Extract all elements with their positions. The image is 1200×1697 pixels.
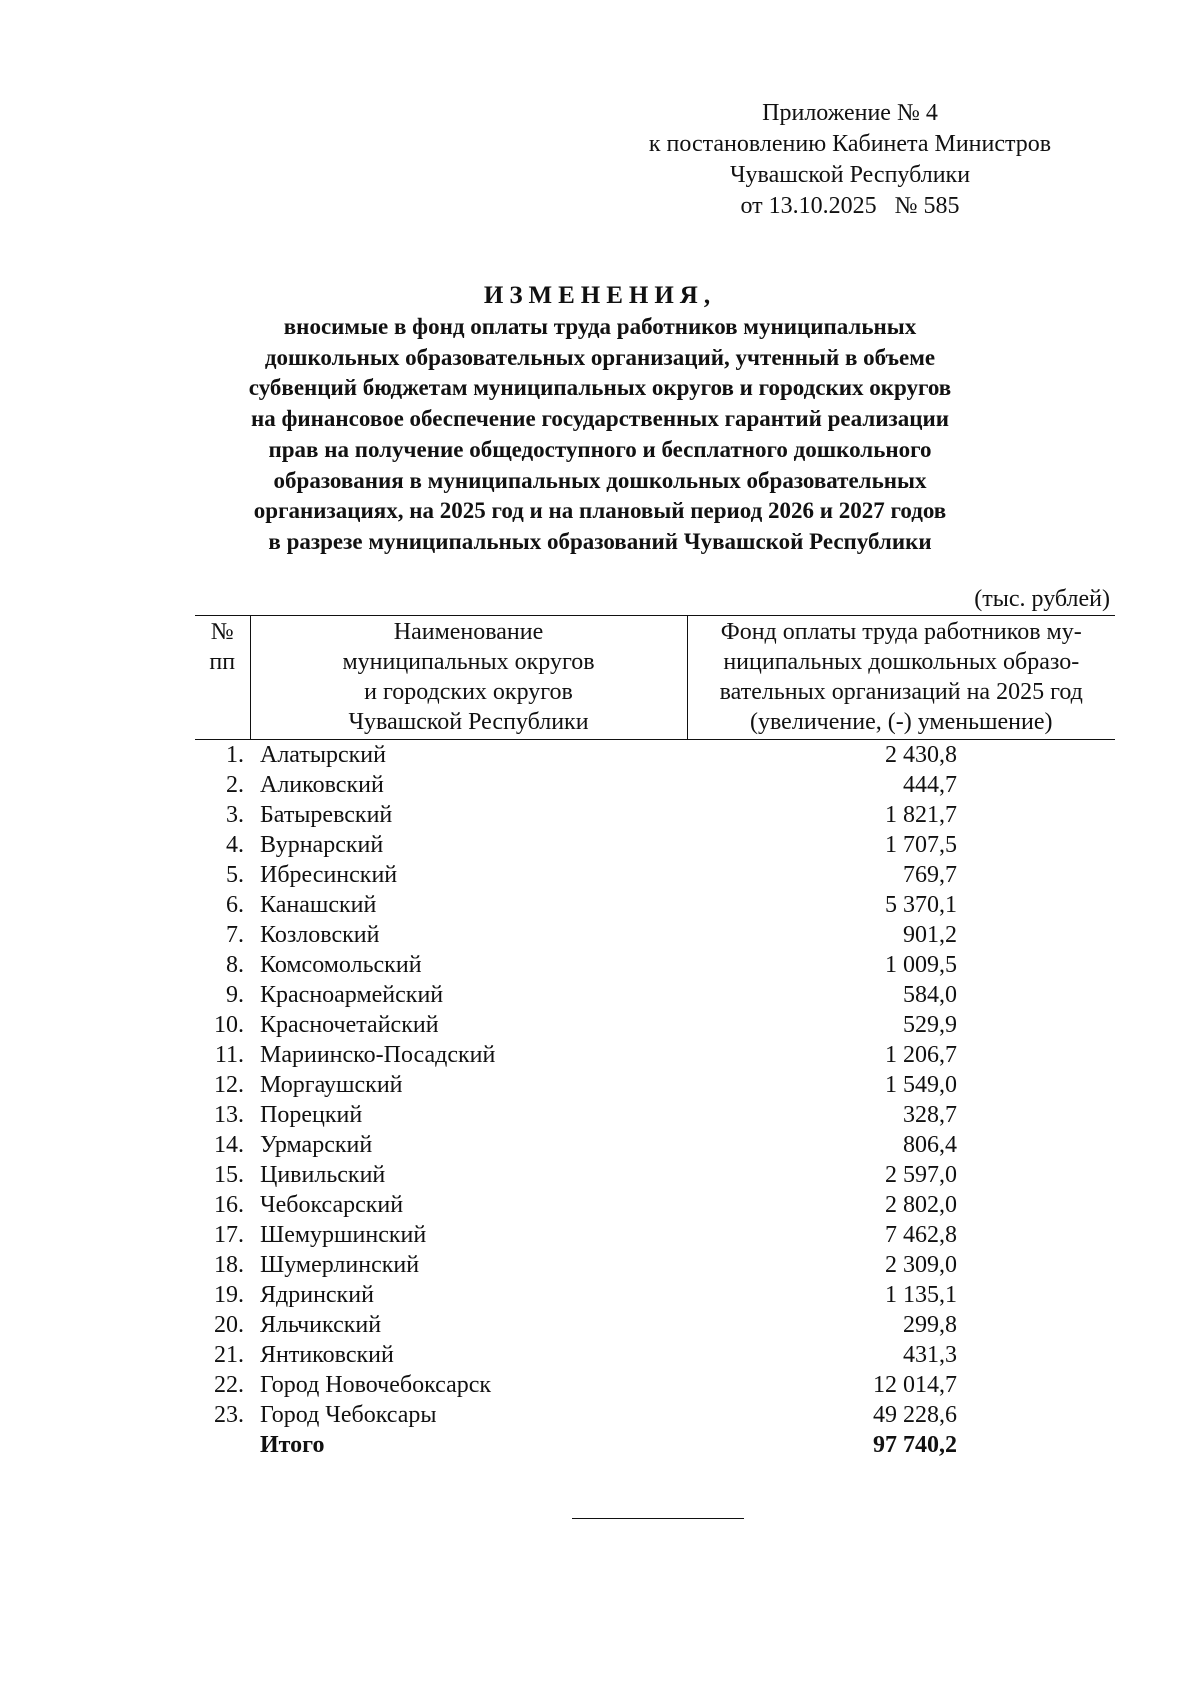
table-row <box>195 1220 1115 1250</box>
subtitle-line: прав на получение общедоступного и бесплатного дошкольного <box>268 436 932 462</box>
row-name: Канашский <box>260 892 377 918</box>
row-name: Шумерлинский <box>260 1252 420 1278</box>
row-name: Город Чебоксары <box>260 1402 437 1428</box>
row-number: 16. <box>214 1192 244 1218</box>
row-name: Красночетайский <box>260 1012 439 1038</box>
document-title: ИЗМЕНЕНИЯ, <box>483 282 717 309</box>
total-value: 97 740,2 <box>873 1432 957 1458</box>
header-line: (увеличение, (-) уменьшение) <box>750 709 1053 735</box>
row-value: 901,2 <box>903 922 957 948</box>
table-row <box>195 1130 1115 1160</box>
table-row <box>195 800 1115 830</box>
header-line: пп <box>209 649 236 675</box>
row-name: Красноармейский <box>260 982 444 1008</box>
row-value: 5 370,1 <box>885 892 957 918</box>
subtitle-line: организациях, на 2025 год и на плановый период 2026 и 2027 годов <box>253 498 947 524</box>
row-value: 2 309,0 <box>885 1252 957 1278</box>
row-name: Аликовский <box>260 772 384 798</box>
row-number: 13. <box>214 1102 244 1128</box>
row-number: 18. <box>214 1252 244 1278</box>
subtitle-line: вносимые в фонд оплаты труда работников муниципальных <box>283 314 917 339</box>
row-name: Ядринский <box>260 1282 374 1308</box>
row-value: 2 597,0 <box>885 1162 957 1188</box>
table-row <box>195 1250 1115 1280</box>
row-value: 7 462,8 <box>885 1222 957 1248</box>
row-value: 1 549,0 <box>885 1072 957 1098</box>
table-row <box>195 1280 1115 1310</box>
row-name: Шемуршинский <box>260 1222 427 1248</box>
header-fund <box>687 616 1115 740</box>
row-name: Алатырский <box>260 742 386 768</box>
row-name: Ибресинский <box>260 862 398 888</box>
row-number: 1. <box>226 742 244 768</box>
table-row <box>195 830 1115 860</box>
row-name: Чебоксарский <box>260 1192 404 1218</box>
row-value: 769,7 <box>903 862 957 888</box>
subtitle-line: субвенций бюджетам муниципальных округов и городских округов <box>248 375 952 401</box>
row-name: Комсомольский <box>260 952 422 978</box>
table-body <box>195 740 1115 1461</box>
table-row <box>195 980 1115 1010</box>
table-row <box>195 1010 1115 1040</box>
row-number: 3. <box>226 802 244 828</box>
row-number: 4. <box>226 832 244 858</box>
row-number: 15. <box>214 1162 244 1188</box>
decree-number: № 585 <box>894 193 960 219</box>
table-row <box>195 1160 1115 1190</box>
row-name: Вурнарский <box>260 832 384 858</box>
table-row <box>195 860 1115 890</box>
row-value: 529,9 <box>903 1012 957 1038</box>
row-value: 1 009,5 <box>885 952 957 978</box>
header-line: муниципальных округов <box>342 649 595 675</box>
row-number: 2. <box>226 772 244 798</box>
table-row <box>195 1310 1115 1340</box>
header-line: Фонд оплаты труда работников му- <box>720 619 1082 645</box>
header-number <box>195 616 250 740</box>
row-value: 299,8 <box>903 1312 957 1338</box>
row-value: 806,4 <box>903 1132 957 1158</box>
table-row <box>195 950 1115 980</box>
table-row <box>195 1190 1115 1220</box>
header-line: Наименование <box>393 619 544 645</box>
row-number: 5. <box>226 862 244 888</box>
table-row <box>195 1400 1115 1430</box>
row-value: 328,7 <box>903 1102 957 1128</box>
header-name <box>250 616 687 740</box>
header-line: вательных организаций на 2025 год <box>719 679 1083 705</box>
row-number: 17. <box>214 1222 244 1248</box>
table-row <box>195 740 1115 771</box>
row-name: Козловский <box>260 922 380 948</box>
table-row <box>195 890 1115 920</box>
row-name: Яльчикский <box>260 1312 382 1338</box>
funds-table <box>195 615 1115 1460</box>
appendix-line: к постановлению Кабинета Министров <box>648 131 1052 157</box>
row-number: 7. <box>226 922 244 948</box>
row-number: 21. <box>214 1342 244 1368</box>
row-number: 20. <box>214 1312 244 1338</box>
subtitle-line: в разрезе муниципальных образований Чувашской Республики <box>268 528 932 554</box>
row-value: 12 014,7 <box>873 1372 957 1398</box>
row-value: 584,0 <box>903 982 957 1008</box>
appendix-line: Чувашской Республики <box>729 162 971 188</box>
row-name: Цивильский <box>260 1162 386 1188</box>
row-value: 2 802,0 <box>885 1192 957 1218</box>
document-subtitle <box>160 312 1040 558</box>
appendix-date-line <box>600 191 1100 222</box>
row-number: 23. <box>214 1402 244 1428</box>
row-name: Мариинско-Посадский <box>260 1042 496 1068</box>
row-number: 14. <box>214 1132 244 1158</box>
header-line: № <box>210 619 234 645</box>
row-name: Порецкий <box>260 1102 363 1128</box>
row-number: 19. <box>214 1282 244 1308</box>
units-label: (тыс. рублей) <box>974 586 1110 612</box>
table-row <box>195 920 1115 950</box>
row-value: 1 135,1 <box>885 1282 957 1308</box>
table-row <box>195 1370 1115 1400</box>
row-name: Батыревский <box>260 802 393 828</box>
row-name: Город Новочебоксарск <box>260 1372 492 1398</box>
appendix-line: Приложение № 4 <box>762 100 938 126</box>
row-number: 11. <box>214 1042 244 1068</box>
row-value: 444,7 <box>903 772 957 798</box>
total-row <box>195 1430 1115 1460</box>
table-row <box>195 1100 1115 1130</box>
table-row <box>195 1070 1115 1100</box>
row-value: 1 707,5 <box>885 832 957 858</box>
row-name: Урмарский <box>260 1132 373 1158</box>
subtitle-line: на финансовое обеспечение государственных гарантий реализации <box>251 406 949 432</box>
row-number: 10. <box>214 1012 244 1038</box>
row-value: 1 206,7 <box>885 1042 957 1068</box>
row-value: 2 430,8 <box>885 742 957 768</box>
row-value: 1 821,7 <box>885 802 957 828</box>
appendix-reference <box>600 98 1100 222</box>
row-number: 12. <box>214 1072 244 1098</box>
decree-date: от 13.10.2025 <box>740 193 877 219</box>
table-row <box>195 770 1115 800</box>
row-number: 22. <box>214 1372 244 1398</box>
header-line: Чувашской Республики <box>348 709 589 735</box>
row-value: 49 228,6 <box>873 1402 957 1428</box>
subtitle-line: образования в муниципальных дошкольных образовательных <box>273 467 927 493</box>
total-number <box>195 1430 250 1460</box>
table-row <box>195 1340 1115 1370</box>
row-name: Моргаушский <box>260 1072 403 1098</box>
total-label: Итого <box>260 1432 325 1458</box>
row-number: 9. <box>226 982 244 1008</box>
row-number: 6. <box>226 892 244 918</box>
subtitle-line: дошкольных образовательных организаций, учтенный в объеме <box>264 344 936 370</box>
row-value: 431,3 <box>903 1342 957 1368</box>
row-name: Янтиковский <box>260 1342 394 1368</box>
end-divider <box>572 1518 744 1519</box>
table-row <box>195 1040 1115 1070</box>
header-line: ниципальных дошкольных образо- <box>723 649 1080 675</box>
table-header <box>195 616 1115 740</box>
row-number: 8. <box>226 952 244 978</box>
header-line: и городских округов <box>364 679 573 705</box>
